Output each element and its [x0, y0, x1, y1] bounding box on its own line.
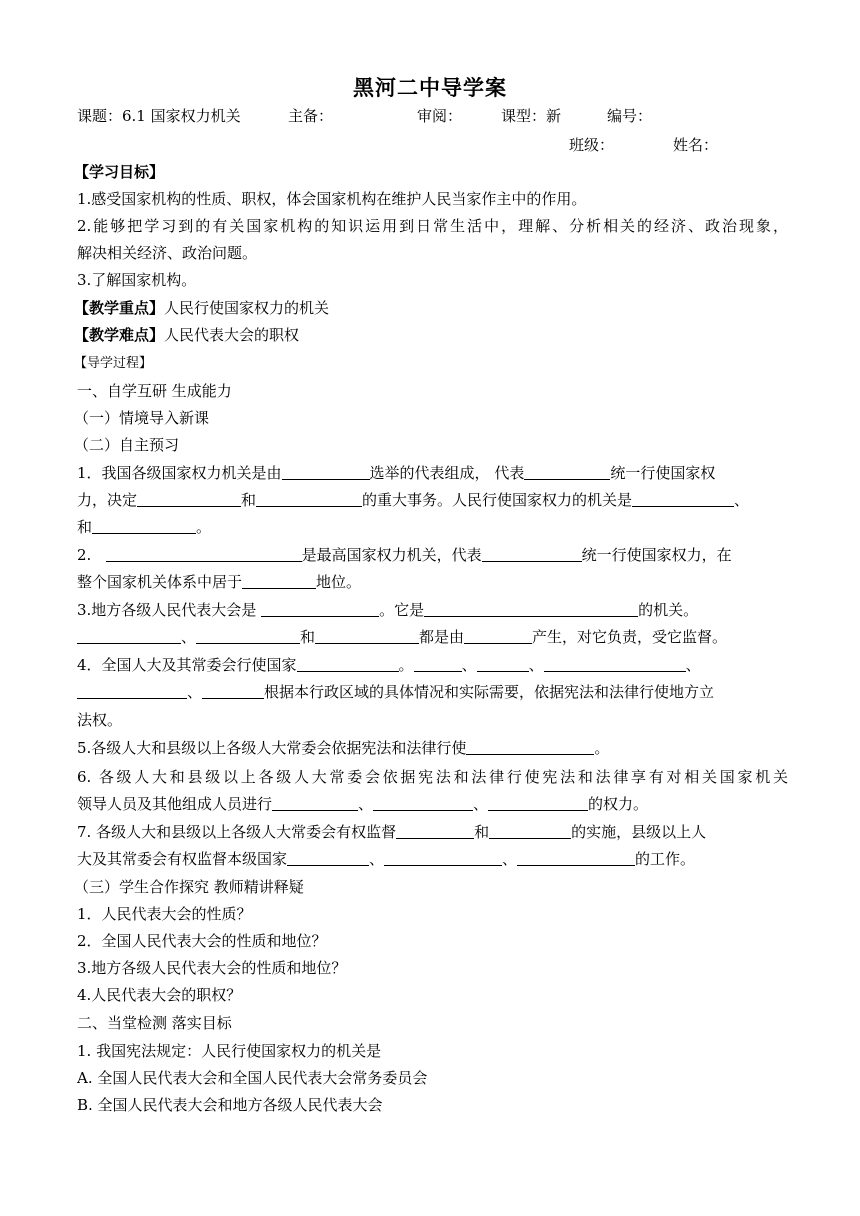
inquiry-question: 3.地方各级人民代表大会的性质和地位？	[77, 959, 347, 977]
answer-blank[interactable]	[261, 601, 379, 617]
answer-blank[interactable]	[315, 628, 419, 644]
student-name-field: 姓名：	[673, 136, 719, 154]
answer-blank[interactable]	[287, 850, 369, 866]
question-4-line: 法权。	[77, 711, 123, 729]
course-type-field: 课型：新	[501, 107, 562, 125]
answer-blank[interactable]	[256, 491, 362, 507]
question-1-line: 力，决定 和 的重大事务。人民行使国家权力的机关是 、	[77, 491, 750, 509]
question-2-line: 2. 是最高国家权力机关，代表 统一行使国家权力，在	[77, 546, 732, 564]
question-2-line: 整个国家机关体系中居于 地位。	[77, 573, 362, 591]
answer-blank[interactable]	[544, 656, 686, 672]
answer-blank[interactable]	[414, 656, 462, 672]
key-point-label: 【教学重点】	[74, 299, 165, 317]
answer-blank[interactable]	[424, 601, 638, 617]
answer-blank[interactable]	[464, 628, 532, 644]
question-4-line: 、 根据本行政区域的具体情况和实际需要，依据宪法和法律行使地方立	[77, 682, 788, 702]
key-point-text: 人民行使国家权力的机关	[164, 299, 330, 317]
inquiry-question: 2．全国人民代表大会的性质和地位？	[77, 932, 327, 950]
inquiry-question: 4.人民代表大会的职权？	[77, 986, 242, 1004]
check-question: 1. 我国宪法规定：人民行使国家权力的机关是	[77, 1042, 382, 1060]
answer-blank[interactable]	[488, 795, 588, 811]
section-heading: 一、自学互研 生成能力	[77, 382, 232, 400]
answer-blank[interactable]	[92, 518, 196, 534]
objective-item: 解决相关经济、政治问题。	[77, 244, 258, 262]
author-field: 主备：	[288, 107, 334, 125]
subsection-heading: （三）学生合作探究 教师精讲释疑	[74, 878, 304, 896]
answer-blank[interactable]	[524, 464, 610, 480]
question-6-line: 6. 各级人大和县级以上各级人大常委会依据宪法和法律行使宪法和法律享有对相关国家机关	[77, 768, 788, 786]
answer-option-a: A. 全国人民代表大会和全国人民代表大会常务委员会	[77, 1069, 428, 1087]
number-field: 编号：	[607, 107, 653, 125]
question-1-line: 和 。	[77, 518, 212, 536]
question-4-line: 4．全国人大及其常委会行使国家 。 、 、 、	[77, 656, 701, 674]
answer-blank[interactable]	[77, 683, 187, 699]
question-3-line: 、 和 都是由 产生，对它负责，受它监督。	[77, 627, 788, 647]
difficulty-point	[74, 325, 785, 345]
course-topic: 课题：6.1 国家权力机关	[77, 107, 241, 125]
answer-blank[interactable]	[396, 823, 474, 839]
answer-blank[interactable]	[106, 546, 302, 562]
question-7-line: 7. 各级人大和县级以上各级人大常委会有权监督 和 的实施，县级以上人	[77, 823, 707, 841]
objective-item: 2.能够把学习到的有关国家机构的知识运用到日常生活中，理解、分析相关的经济、政治现象，	[77, 217, 788, 235]
difficulty-text: 人民代表大会的职权	[164, 326, 300, 344]
review-field: 审阅：	[417, 107, 463, 125]
objective-item: 1.感受国家机构的性质、职权，体会国家机构在维护人民当家作主中的作用。	[77, 190, 587, 208]
question-5-line: 5.各级人大和县级以上各级人大常委会依据宪法和法律行使 。	[77, 739, 610, 757]
class-field: 班级：	[569, 136, 615, 154]
answer-blank[interactable]	[373, 795, 473, 811]
document-title: 黑河二中导学案	[353, 76, 507, 100]
inquiry-question: 1．人民代表大会的性质？	[77, 905, 252, 923]
section-heading: 二、当堂检测 落实目标	[77, 1014, 232, 1032]
answer-blank[interactable]	[489, 823, 571, 839]
answer-blank[interactable]	[272, 795, 358, 811]
subsection-heading: （一）情境导入新课	[74, 409, 210, 427]
answer-blank[interactable]	[517, 850, 635, 866]
answer-blank[interactable]	[77, 628, 181, 644]
answer-blank[interactable]	[632, 491, 734, 507]
answer-blank[interactable]	[384, 850, 502, 866]
question-1-line: 1．我国各级国家权力机关是由 选举的代表组成， 代表 统一行使国家权	[77, 464, 716, 482]
answer-blank[interactable]	[297, 656, 399, 672]
subsection-heading: （二）自主预习	[74, 436, 180, 454]
difficulty-label: 【教学难点】	[74, 326, 165, 344]
answer-blank[interactable]	[482, 546, 582, 562]
question-3-line: 3.地方各级人民代表大会是 。它是 的机关。	[77, 601, 699, 619]
answer-blank[interactable]	[282, 464, 370, 480]
question-7-line: 大及其常委会有权监督本级国家 、 、 的工作。	[77, 850, 696, 868]
answer-blank[interactable]	[137, 491, 241, 507]
answer-blank[interactable]	[466, 739, 594, 755]
answer-blank[interactable]	[477, 656, 529, 672]
answer-blank[interactable]	[202, 683, 264, 699]
question-6-line: 领导人员及其他组成人员进行 、 、 的权力。	[77, 795, 649, 813]
objective-item: 3.了解国家机构。	[77, 271, 197, 289]
answer-blank[interactable]	[242, 573, 316, 589]
key-point	[74, 298, 785, 318]
answer-option-b: B. 全国人民代表大会和地方各级人民代表大会	[77, 1096, 383, 1114]
process-heading: 【导学过程】	[74, 356, 153, 371]
objectives-heading: 【学习目标】	[74, 163, 165, 181]
answer-blank[interactable]	[196, 628, 300, 644]
